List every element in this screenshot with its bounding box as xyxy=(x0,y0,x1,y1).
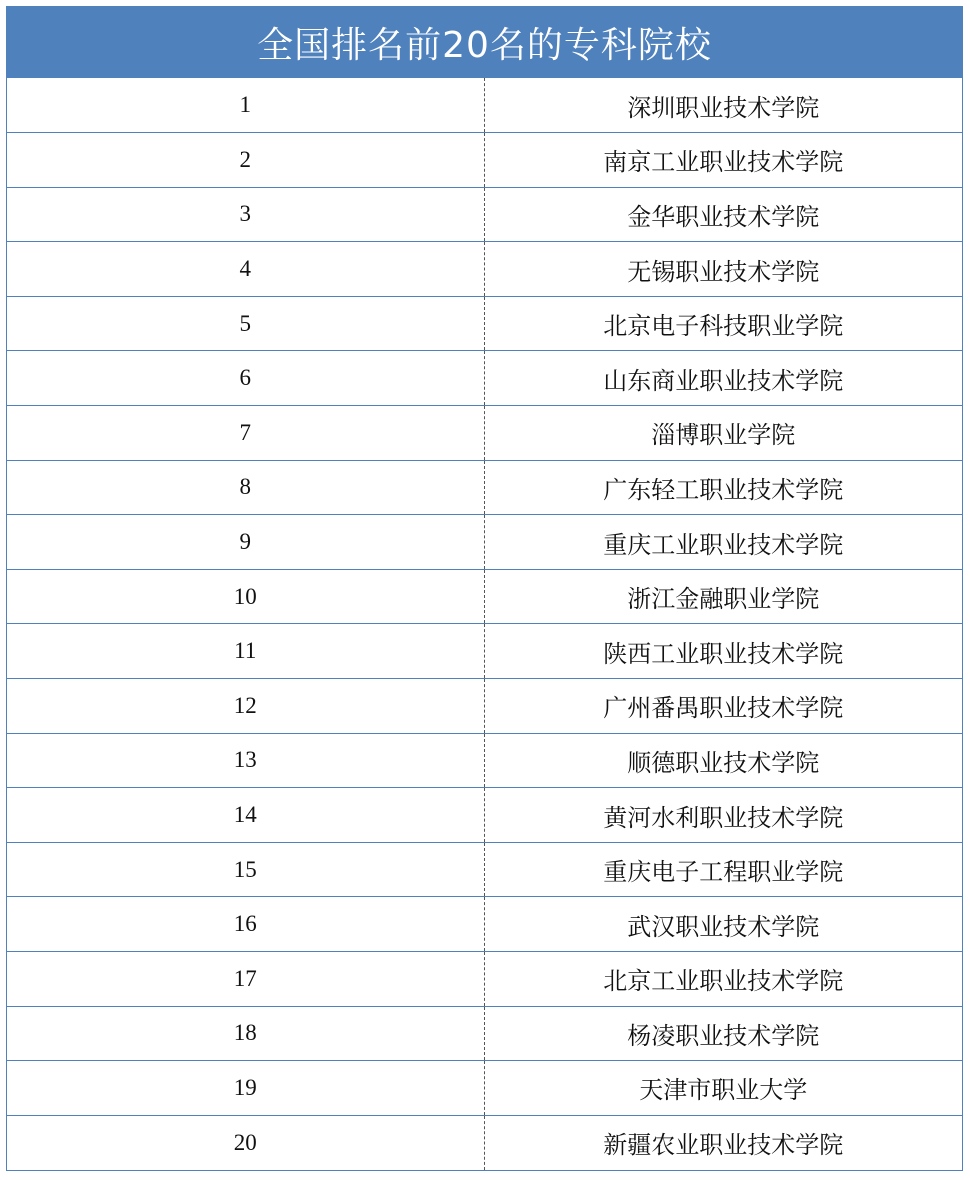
rank-cell: 3 xyxy=(7,187,484,242)
school-name-cell: 浙江金融职业学院 xyxy=(484,569,962,624)
school-name-cell: 无锡职业技术学院 xyxy=(484,242,962,297)
school-name-cell: 北京工业职业技术学院 xyxy=(484,952,962,1007)
rank-cell: 5 xyxy=(7,296,484,351)
school-name-cell: 黄河水利职业技术学院 xyxy=(484,788,962,843)
table-row xyxy=(7,78,962,133)
rank-cell: 8 xyxy=(7,460,484,515)
rank-cell: 16 xyxy=(7,897,484,952)
ranking-grid xyxy=(7,78,962,1170)
rank-cell: 18 xyxy=(7,1006,484,1061)
table-row xyxy=(7,952,962,1007)
table-title: 全国排名前20名的专科院校 xyxy=(7,7,962,78)
rank-cell: 19 xyxy=(7,1061,484,1116)
school-name-cell: 广东轻工职业技术学院 xyxy=(484,460,962,515)
school-name-cell: 广州番禺职业技术学院 xyxy=(484,679,962,734)
table-row xyxy=(7,1061,962,1116)
school-name-cell: 天津市职业大学 xyxy=(484,1061,962,1116)
rank-cell: 10 xyxy=(7,569,484,624)
school-name-cell: 北京电子科技职业学院 xyxy=(484,296,962,351)
rank-cell: 1 xyxy=(7,78,484,133)
table-row xyxy=(7,296,962,351)
school-name-cell: 南京工业职业技术学院 xyxy=(484,133,962,188)
table-row xyxy=(7,242,962,297)
table-row xyxy=(7,733,962,788)
table-row xyxy=(7,679,962,734)
school-name-cell: 重庆工业职业技术学院 xyxy=(484,515,962,570)
table-row xyxy=(7,897,962,952)
school-name-cell: 重庆电子工程职业学院 xyxy=(484,842,962,897)
rank-cell: 17 xyxy=(7,952,484,1007)
rank-cell: 4 xyxy=(7,242,484,297)
table-row xyxy=(7,515,962,570)
school-name-cell: 陕西工业职业技术学院 xyxy=(484,624,962,679)
school-name-cell: 武汉职业技术学院 xyxy=(484,897,962,952)
rank-cell: 20 xyxy=(7,1115,484,1170)
school-name-cell: 淄博职业学院 xyxy=(484,406,962,461)
rank-cell: 7 xyxy=(7,406,484,461)
rank-cell: 14 xyxy=(7,788,484,843)
rank-cell: 12 xyxy=(7,679,484,734)
table-row xyxy=(7,351,962,406)
table-row xyxy=(7,842,962,897)
rank-cell: 2 xyxy=(7,133,484,188)
rank-cell: 6 xyxy=(7,351,484,406)
ranking-table xyxy=(6,6,963,1171)
school-name-cell: 新疆农业职业技术学院 xyxy=(603,1131,844,1160)
school-name-cell: 山东商业职业技术学院 xyxy=(484,351,962,406)
school-name-cell: 顺德职业技术学院 xyxy=(484,733,962,788)
school-name-cell: 深圳职业技术学院 xyxy=(484,78,962,133)
table-row xyxy=(7,624,962,679)
rank-cell: 13 xyxy=(7,733,484,788)
table-row xyxy=(7,133,962,188)
table-row xyxy=(7,460,962,515)
table-row xyxy=(7,569,962,624)
rank-cell: 11 xyxy=(7,624,484,679)
school-name-cell: 杨凌职业技术学院 xyxy=(484,1006,962,1061)
table-row xyxy=(7,406,962,461)
school-name-cell: 金华职业技术学院 xyxy=(484,187,962,242)
table-row xyxy=(7,788,962,843)
table-row xyxy=(7,1006,962,1061)
table-row xyxy=(7,1115,962,1170)
rank-cell: 9 xyxy=(7,515,484,570)
table-row xyxy=(7,187,962,242)
rank-cell: 15 xyxy=(7,842,484,897)
